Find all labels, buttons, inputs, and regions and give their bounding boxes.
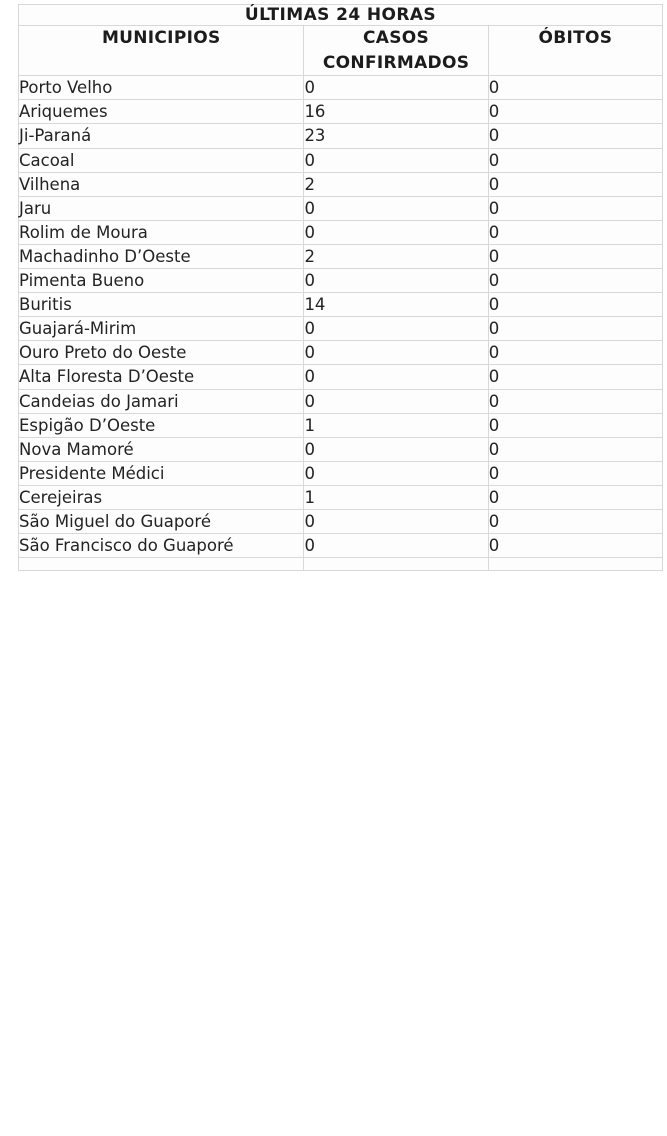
cell-obitos: 0	[488, 220, 662, 244]
table-row	[19, 148, 663, 172]
column-header-casos-confirmados	[304, 26, 488, 76]
cell-obitos: 0	[488, 437, 662, 461]
cell-obitos: 0	[488, 485, 662, 509]
cell-obitos: 0	[488, 413, 662, 437]
table-header-row	[19, 26, 663, 76]
cell-municipio: Presidente Médici	[19, 461, 304, 485]
cell-casos: 0	[304, 269, 488, 293]
cell-municipio: Alta Floresta D’Oeste	[19, 365, 304, 389]
cell-obitos: 0	[488, 461, 662, 485]
cell-casos: 0	[304, 341, 488, 365]
cell-municipio: Ouro Preto do Oeste	[19, 341, 304, 365]
table-row	[19, 509, 663, 533]
table-row-partial	[19, 558, 663, 571]
cell-obitos: 0	[488, 76, 662, 100]
cell-municipio: Espigão D’Oeste	[19, 413, 304, 437]
cell-municipio: Vilhena	[19, 172, 304, 196]
cell-obitos: 0	[488, 389, 662, 413]
table-row	[19, 196, 663, 220]
cell-casos: 0	[304, 509, 488, 533]
cell-obitos: 0	[488, 509, 662, 533]
cell-municipio: Pimenta Bueno	[19, 269, 304, 293]
cell-obitos: 0	[488, 317, 662, 341]
cell-casos: 0	[304, 76, 488, 100]
cell-obitos: 0	[488, 269, 662, 293]
table-row	[19, 244, 663, 268]
cell-municipio: Cerejeiras	[19, 485, 304, 509]
cell-casos: 0	[304, 220, 488, 244]
cell-municipio: São Francisco do Guaporé	[19, 534, 304, 558]
table-caption: ÚLTIMAS 24 HORAS	[19, 5, 663, 26]
cell-municipio: Buritis	[19, 293, 304, 317]
cell-municipio: São Miguel do Guaporé	[19, 509, 304, 533]
table-row	[19, 124, 663, 148]
table-row	[19, 485, 663, 509]
table-row	[19, 413, 663, 437]
cell-casos: 0	[304, 389, 488, 413]
table-caption-row	[19, 5, 663, 26]
cell-obitos: 0	[488, 365, 662, 389]
column-header-municipios: MUNICIPIOS	[19, 26, 304, 76]
table-row	[19, 317, 663, 341]
cell-municipio: Candeias do Jamari	[19, 389, 304, 413]
table-row	[19, 461, 663, 485]
cell-obitos: 0	[488, 100, 662, 124]
cell-obitos: 0	[488, 196, 662, 220]
table-row	[19, 269, 663, 293]
table-row	[19, 534, 663, 558]
cell-casos: 14	[304, 293, 488, 317]
table-row	[19, 389, 663, 413]
cell-municipio	[19, 558, 304, 571]
cell-municipio: Guajará-Mirim	[19, 317, 304, 341]
cell-obitos: 0	[488, 172, 662, 196]
column-header-obitos: ÓBITOS	[488, 26, 662, 76]
cell-obitos: 0	[488, 124, 662, 148]
cell-casos: 2	[304, 172, 488, 196]
cell-casos: 0	[304, 317, 488, 341]
cell-casos: 2	[304, 244, 488, 268]
cell-casos: 0	[304, 461, 488, 485]
table-row	[19, 220, 663, 244]
column-header-casos-line2: CONFIRMADOS	[322, 52, 470, 73]
cell-casos: 1	[304, 485, 488, 509]
cases-table	[18, 4, 663, 571]
cell-casos: 16	[304, 100, 488, 124]
cell-municipio: Jaru	[19, 196, 304, 220]
table-row	[19, 365, 663, 389]
table-row	[19, 341, 663, 365]
table-row	[19, 100, 663, 124]
cell-obitos: 0	[488, 148, 662, 172]
table-row	[19, 76, 663, 100]
cell-municipio: Porto Velho	[19, 76, 304, 100]
table-row	[19, 172, 663, 196]
cell-municipio: Rolim de Moura	[19, 220, 304, 244]
table-row	[19, 293, 663, 317]
cell-casos: 0	[304, 365, 488, 389]
cell-municipio: Machadinho D’Oeste	[19, 244, 304, 268]
cell-municipio: Cacoal	[19, 148, 304, 172]
cell-municipio: Ji-Paraná	[19, 124, 304, 148]
table-body	[19, 5, 663, 571]
cell-casos: 0	[304, 437, 488, 461]
cell-casos: 23	[304, 124, 488, 148]
cell-obitos: 0	[488, 293, 662, 317]
cell-obitos: 0	[488, 534, 662, 558]
cell-casos: 1	[304, 413, 488, 437]
cell-municipio: Ariquemes	[19, 100, 304, 124]
cell-obitos: 0	[488, 341, 662, 365]
cell-casos: 0	[304, 534, 488, 558]
table-row	[19, 437, 663, 461]
cell-casos: 0	[304, 196, 488, 220]
cell-casos: 0	[304, 148, 488, 172]
cell-casos	[304, 558, 488, 571]
cell-obitos: 0	[488, 244, 662, 268]
cell-obitos	[488, 558, 662, 571]
cell-municipio: Nova Mamoré	[19, 437, 304, 461]
column-header-casos-line1: CASOS	[363, 28, 430, 48]
